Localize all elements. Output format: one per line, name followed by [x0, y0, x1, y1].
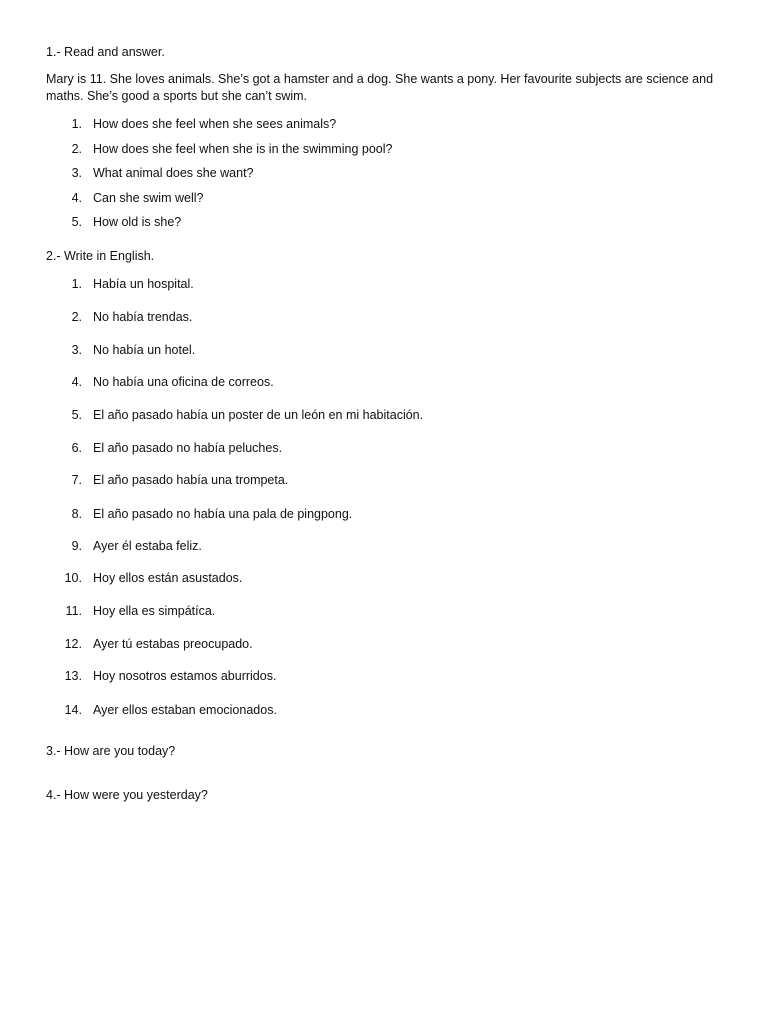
- item-text: El año pasado no había una pala de pingpong.: [93, 507, 353, 521]
- item-text: Hoy ellos están asustados.: [93, 571, 243, 585]
- section-4-heading: 4.- How were you yesterday?: [46, 788, 208, 802]
- item-text: No había trendas.: [93, 310, 193, 324]
- section-2-heading: 2.- Write in English.: [46, 249, 155, 263]
- item-text: Can she swim well?: [93, 191, 204, 205]
- item-text: Hoy nosotros estamos aburridos.: [93, 669, 277, 683]
- item-text: Había un hospital.: [93, 277, 194, 291]
- item-text: El año pasado había una trompeta.: [93, 473, 289, 487]
- item-number: 10.: [64, 571, 82, 585]
- item-text: How old is she?: [93, 215, 182, 229]
- item-number: 2.: [71, 142, 82, 156]
- item-text: No había una oficina de correos.: [93, 375, 274, 389]
- section-3-heading: 3.- How are you today?: [46, 744, 176, 758]
- item-number: 1.: [71, 277, 82, 291]
- reading-paragraph: Mary is 11. She loves animals. She’s got a hamster and a dog. She wants a pony. Her favourite subjects are science and maths. She’s good a sports but she can’t swim.: [46, 72, 714, 103]
- item-text: How does she feel when she is in the swimming pool?: [93, 142, 393, 156]
- item-text: What animal does she want?: [93, 166, 254, 180]
- item-number: 8.: [71, 507, 82, 521]
- item-text: El año pasado había un poster de un león en mi habitación.: [93, 408, 424, 422]
- item-number: 11.: [65, 604, 82, 618]
- item-number: 14.: [64, 703, 82, 717]
- item-number: 2.: [71, 310, 82, 324]
- item-text: No había un hotel.: [93, 343, 196, 357]
- item-number: 13.: [64, 669, 82, 683]
- section-1-heading: 1.- Read and answer.: [46, 45, 165, 59]
- item-number: 7.: [71, 473, 82, 487]
- item-number: 5.: [71, 408, 82, 422]
- item-number: 4.: [71, 375, 82, 389]
- item-text: Ayer tú estabas preocupado.: [93, 637, 253, 651]
- item-number: 12.: [64, 637, 82, 651]
- item-number: 5.: [71, 215, 82, 229]
- item-number: 4.: [71, 191, 82, 205]
- item-number: 3.: [71, 343, 82, 357]
- item-number: 6.: [71, 441, 82, 455]
- item-number: 9.: [71, 539, 82, 553]
- item-text: How does she feel when she sees animals?: [93, 117, 337, 131]
- item-text: Ayer ellos estaban emocionados.: [93, 703, 277, 717]
- item-text: El año pasado no había peluches.: [93, 441, 283, 455]
- item-text: Ayer él estaba feliz.: [93, 539, 202, 553]
- item-number: 1.: [71, 117, 82, 131]
- item-number: 3.: [71, 166, 82, 180]
- item-text: Hoy ella es simpátíca.: [93, 604, 216, 618]
